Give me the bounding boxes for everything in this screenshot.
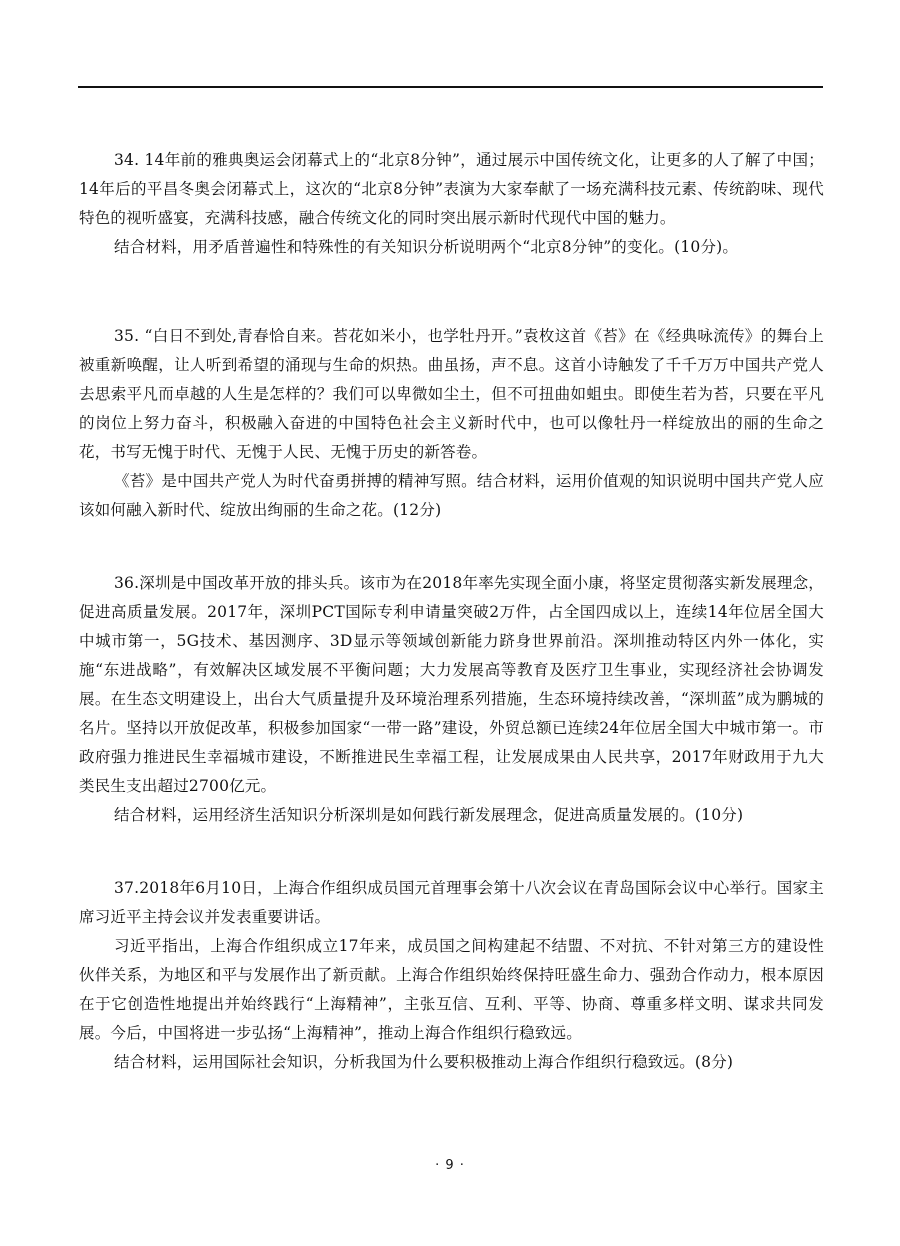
question-35 <box>79 322 824 525</box>
question-37-material: 习近平指出，上海合作组织成立17年来，成员国之间构建起不结盟、不对抗、不针对第三方的建设性伙伴关系，为地区和平与发展作出了新贡献。上海合作组织始终保持旺盛生命力、强劲合作动力，根本原因在于它创造性地提出并始终践行“上海精神”，主张互信、互利、平等、协商、尊重多样文明、谋求共同发展。今后，中国将进一步弘扬“上海精神”，推动上海合作组织行稳致远。 <box>79 937 824 1042</box>
question-37-task: 结合材料，运用国际社会知识，分析我国为什么要积极推动上海合作组织行稳致远。(8分) <box>114 1053 734 1071</box>
question-34-task: 结合材料，用矛盾普遍性和特殊性的有关知识分析说明两个“北京8分钟”的变化。(10分)。 <box>114 238 739 256</box>
page-number: · 9 · <box>435 1158 465 1173</box>
question-35-task: 《苔》是中国共产党人为时代奋勇拼搏的精神写照。结合材料，运用价值观的知识说明中国共产党人应该如何融入新时代、绽放出绚丽的生命之花。(12分) <box>79 472 824 519</box>
question-34 <box>79 146 824 262</box>
question-36-task: 结合材料，运用经济生活知识分析深圳是如何践行新发展理念，促进高质量发展的。(10分) <box>114 806 744 824</box>
question-36 <box>79 569 824 830</box>
header-rule <box>78 86 823 88</box>
page-content <box>79 140 824 1077</box>
question-37-intro: 37.2018年6月10日，上海合作组织成员国元首理事会第十八次会议在青岛国际会议中心举行。国家主席习近平主持会议并发表重要讲话。 <box>79 879 824 926</box>
question-34-material: 34. 14年前的雅典奥运会闭幕式上的“北京8分钟”，通过展示中国传统文化，让更多的人了解了中国；14年后的平昌冬奥会闭幕式上，这次的“北京8分钟”表演为大家奉献了一场充满科技元素、传统韵味、现代特色的视听盛宴，充满科技感，融合传统文化的同时突出展示新时代现代中国的魅力。 <box>79 151 824 227</box>
question-35-material: 35. “白日不到处,青春恰自来。苔花如米小，也学牡丹开。”袁枚这首《苔》在《经典咏流传》的舞台上被重新唤醒，让人听到希望的涌现与生命的炽热。曲虽扬，声不息。这首小诗触发了千千万万中国共产党人去思索平凡而卓越的人生是怎样的？我们可以卑微如尘土，但不可扭曲如蛆虫。即使生若为苔，只要在平凡的岗位上努力奋斗，积极融入奋进的中国特色社会主义新时代中，也可以像牡丹一样绽放出的丽的生命之花，书写无愧于时代、无愧于人民、无愧于历史的新答卷。 <box>79 327 824 461</box>
question-37 <box>79 874 824 1077</box>
question-36-material: 36.深圳是中国改革开放的排头兵。该市为在2018年率先实现全面小康，将坚定贯彻落实新发展理念，促进高质量发展。2017年，深圳PCT国际专利申请量突破2万件，占全国四成以上，连续14年位居全国大中城市第一，5G技术、基因测序、3D显示等领域创新能力跻身世界前沿。深圳推动特区内外一体化，实施“东进战略”，有效解决区域发展不平衡问题；大力发展高等教育及医疗卫生事业，实现经济社会协调发展。在生态文明建设上，出台大气质量提升及环境治理系列措施，生态环境持续改善，“深圳蓝”成为鹏城的名片。坚持以开放促改革，积极参加国家“一带一路”建设，外贸总额已连续24年位居全国大中城市第一。市政府强力推进民生幸福城市建设，不断推进民生幸福工程，让发展成果由人民共享，2017年财政用于九大类民生支出超过2700亿元。 <box>79 574 824 795</box>
